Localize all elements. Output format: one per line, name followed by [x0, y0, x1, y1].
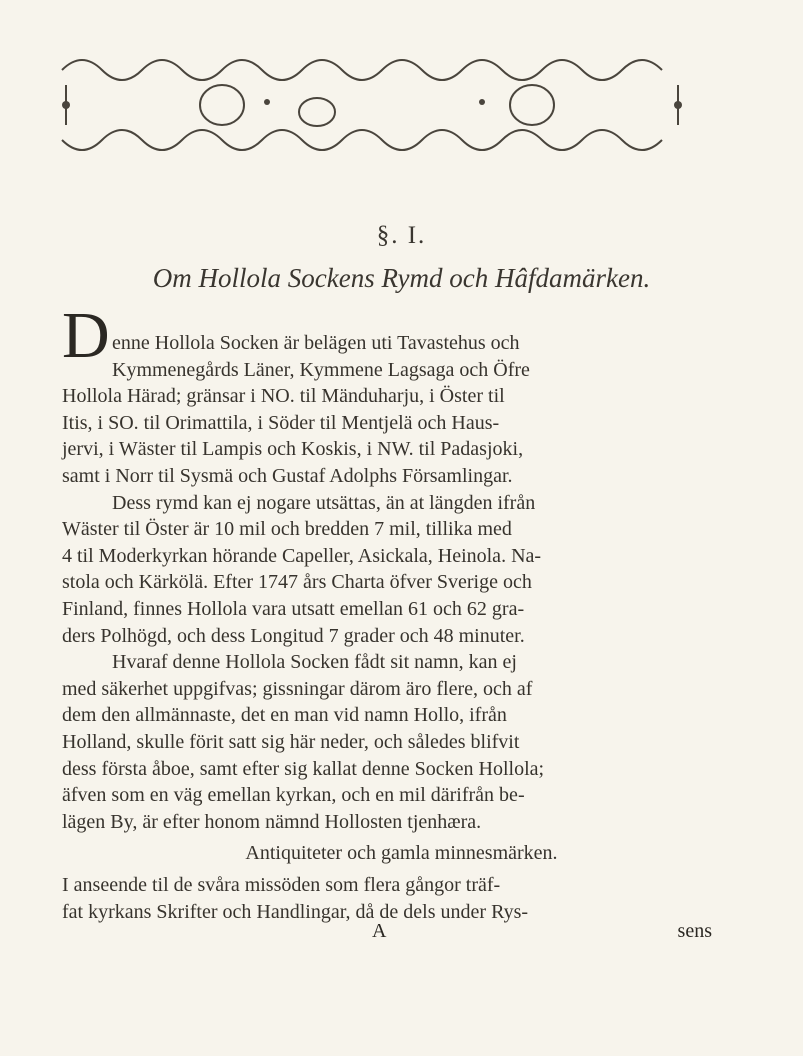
text-line: ders Polhögd, och dess Longitud 7 grader och 48 minuter. — [62, 624, 525, 647]
text-line: Finland, finnes Hollola vara utsatt emellan 61 och 62 gra- — [62, 597, 525, 620]
text-line: stola och Kärkölä. Efter 1747 års Charta öfver Sverige och — [62, 571, 532, 594]
text-line: lägen By, är efter honom nämnd Hollosten tjenhæra. — [62, 810, 482, 833]
body-text-final — [62, 872, 712, 925]
drop-capital: D — [62, 299, 110, 372]
text-line: Kymmenegårds Läner, Kymmene Lagsaga och Öfre — [112, 358, 530, 381]
chapter-heading: Om Hollola Sockens Rymd och Hâfdamärken. — [152, 263, 651, 293]
text-line: I anseende til de svåra missöden som flera gångor träf- — [62, 874, 501, 896]
text-line: fat kyrkans Skrifter och Handlingar, då de dels under Rys- — [62, 900, 529, 923]
text-line: enne Hollola Socken är belägen uti Tavastehus och — [112, 332, 520, 354]
decorative-headpiece-ornament — [52, 40, 692, 165]
section-number: §. I. — [376, 222, 427, 249]
text-line: dem den allmännaste, det en man vid namn Hollo, ifrån — [62, 704, 507, 727]
text-line: Wäster til Öster är 10 mil och bredden 7 mil, tillika med — [62, 518, 512, 541]
text-line: Hvaraf denne Hollola Socken fådt sit namn, kan ej — [112, 651, 517, 674]
signature-mark: A — [372, 920, 387, 942]
text-line: Hollola Härad; gränsar i NO. til Mänduharju, i Öster til — [62, 385, 505, 408]
text-line: äfven som en väg emellan kyrkan, och en mil därifrån be- — [62, 784, 525, 807]
text-line: 4 til Moderkyrkan hörande Capeller, Asickala, Heinola. Na- — [62, 544, 542, 567]
text-line: dess första åboe, samt efter sig kallat denne Socken Hollola; — [62, 757, 545, 780]
text-line: Itis, i SO. til Orimattila, i Söder til Mentjelä och Haus- — [62, 411, 500, 434]
text-line: Dess rymd kan ej nogare utsättas, än at längden ifrån — [112, 491, 536, 514]
text-line: med säkerhet uppgifvas; gissningar därom äro flere, och af — [62, 677, 533, 700]
catchword: sens — [677, 920, 712, 942]
text-line: Holland, skulle förit satt sig här neder, och således blifvit — [62, 730, 520, 753]
text-line: jervi, i Wäster til Lampis och Koskis, i NW. til Padasjoki, — [62, 438, 524, 461]
subheading: Antiquiteter och gamla minnesmärken. — [245, 842, 558, 864]
text-line: samt i Norr til Sysmä och Gustaf Adolphs Församlingar. — [62, 464, 513, 487]
body-text — [62, 330, 712, 835]
